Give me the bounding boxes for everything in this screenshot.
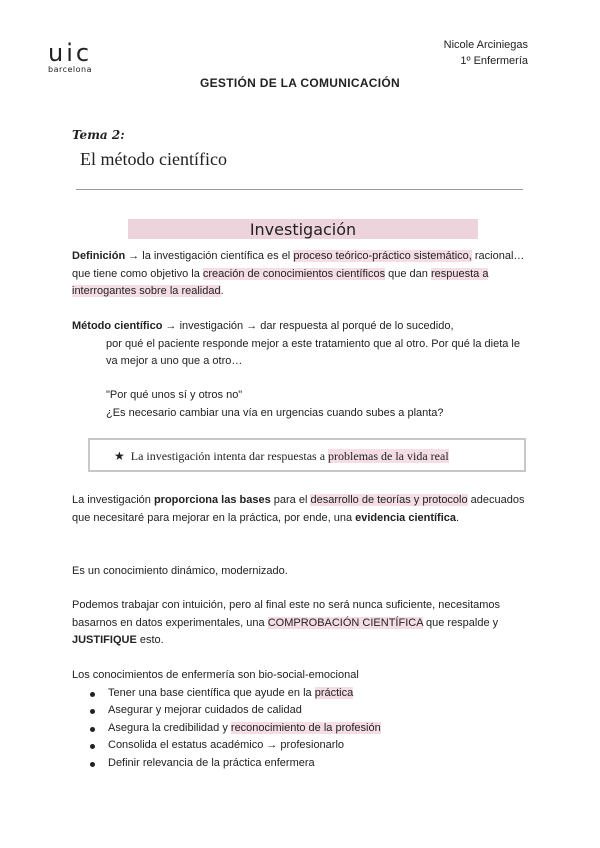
highlight: respuesta a interrogantes sobre la realidad — [72, 267, 489, 297]
highlight: reconocimiento de la profesión — [230, 721, 381, 734]
bullet-icon — [90, 762, 95, 767]
section-heading: Investigación — [128, 219, 478, 239]
list-item: Tener una base científica que ayude en la práctica — [72, 685, 532, 703]
list-item: Asegura la credibilidad y reconocimiento de la profesión — [72, 720, 532, 738]
nursing-knowledge-section — [72, 667, 532, 772]
divider-line — [76, 189, 523, 190]
highlight: creación de conocimientos científicos — [202, 267, 386, 280]
method-paragraph: Método científico → investigación → dar respuesta al porqué de lo sucedido, por qué el paciente responde mejor a este tratamiento que al otro. Por qué la dieta le va mejor a uno que a otro… — [72, 318, 532, 371]
list-item: Definir relevancia de la práctica enfermera — [72, 755, 532, 773]
author-name: Nicole Arciniegas — [443, 39, 528, 51]
method-detail: por qué el paciente responde mejor a este tratamiento que al otro. Por qué la dieta le va mejor a uno que a otro… — [106, 337, 520, 367]
logo-subtitle: barcelona — [48, 65, 93, 74]
definition-paragraph: Definición → la investigación científica es el proceso teórico-práctico sistemático, racional… que tiene como objetivo la creación de conocimientos científicos que dan respuesta a interrogantes sobre la realidad. — [72, 250, 525, 297]
list-item: Asegurar y mejorar cuidados de calidad — [72, 702, 532, 720]
highlight: práctica — [314, 686, 354, 699]
highlight: COMPROBACIÓN CIENTÍFICA — [267, 616, 423, 629]
logo-mark: uic — [48, 39, 93, 67]
highlight: problemas de la vida real — [328, 449, 449, 463]
bullet-icon — [90, 709, 95, 714]
star-icon: ★ — [114, 449, 125, 463]
topic-title: El método científico — [80, 149, 227, 169]
author-block — [444, 37, 528, 69]
method-questions — [72, 387, 566, 422]
highlight: proceso teórico-práctico sistemático, — [293, 250, 472, 262]
callout-box: ★ La investigación intenta dar respuestas a problemas de la vida real — [88, 438, 526, 472]
list-item: Consolida el estatus académico → profesionarlo — [72, 737, 532, 755]
document-title: GESTIÓN DE LA COMUNICACIÓN — [199, 76, 401, 90]
bullet-icon — [90, 692, 95, 697]
course-name: 1º Enfermería — [460, 55, 528, 67]
nursing-knowledge-list — [72, 685, 532, 773]
bases-paragraph: La investigación proporciona las bases para el desarrollo de teorías y protocolo adecuados que necesitaré para mejorar en la práctica, por ende, una evidencia científica. — [72, 494, 525, 524]
question-example: ¿Es necesario cambiar una vía en urgencias cuando subes a planta? — [106, 406, 444, 419]
method-term: Método científico — [72, 320, 163, 332]
highlight: desarrollo de teorías y protocolo — [310, 494, 468, 506]
question-quote: "Por qué unos sí y otros no" — [106, 389, 243, 401]
intuition-paragraph: Podemos trabajar con intuición, pero al final este no será nunca suficiente, necesitamos basarnos en datos experimentales, una COMPROBACIÓN CIENTÍFICA que respalde y JUSTIFIQUE esto. — [72, 599, 501, 646]
bullet-icon — [90, 744, 95, 749]
definition-term: Definición — [72, 250, 126, 262]
uic-barcelona-logo — [48, 39, 93, 74]
bullet-icon — [90, 727, 95, 732]
nursing-knowledge-intro: Los conocimientos de enfermería son bio-social-emocional — [72, 669, 359, 681]
topic-label: Tema 2: — [72, 128, 125, 142]
dynamic-knowledge-text: Es un conocimiento dinámico, modernizado. — [72, 565, 288, 577]
